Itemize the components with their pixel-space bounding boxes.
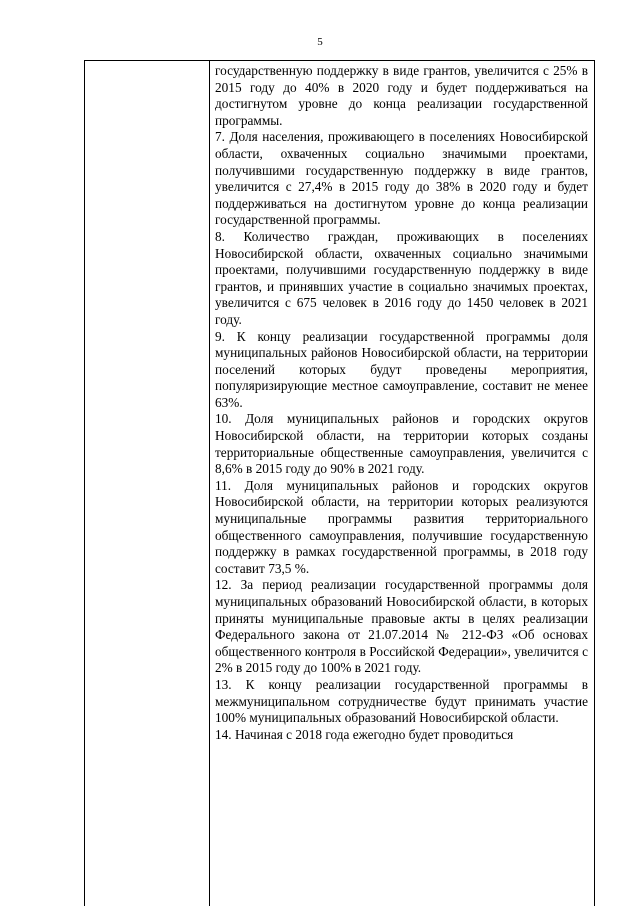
- paragraph-12: 12. За период реализации государственной программы доля муниципальных образований Новосибирской области, в которых приняты муниципальные правовые акты в целях реализации Федерального закона от 21.07.2014 № 212-ФЗ «Об основах общественного контроля в Российской Федерации», увеличится с 2% в 2015 году до 100% в 2021 году.: [215, 577, 588, 676]
- paragraph-7: 7. Доля населения, проживающего в поселениях Новосибирской области, охваченных социально значимыми проектами, получившими государственную поддержку в виде грантов, увеличится с 27,4% в 2015 году до 38% в 2020 году и будет поддерживаться на достигнутом уровне до конца реализации государственной программы.: [215, 129, 588, 228]
- paragraph-9: 9. К концу реализации государственной программы доля муниципальных районов Новосибирской области, на территории поселений которых будут проведены мероприятия, популяризирующие местное самоуправление, составит не менее 63%.: [215, 328, 588, 410]
- table-right-column: [215, 63, 588, 743]
- page-number: 5: [317, 36, 323, 48]
- paragraph-11: 11. Доля муниципальных районов и городских округов Новосибирской области, на территории которых реализуются муниципальные программы развития территориального общественного самоуправления, получившие государственную поддержку в рамках государственной программы, в 2018 году составит 73,5 %.: [215, 477, 588, 576]
- paragraph-13: 13. К концу реализации государственной программы в межмуниципальном сотрудничестве будут принимать участие 100% муниципальных образований Новосибирской области.: [215, 676, 588, 726]
- paragraph-10: 10. Доля муниципальных районов и городских округов Новосибирской области, на территории которых созданы территориальные общественные самоуправления, увеличится с 8,6% в 2015 году до 90% в 2021 году.: [215, 411, 588, 477]
- paragraph-continuation: государственную поддержку в виде грантов, увеличится с 25% в 2015 году до 40% в 2020 году и будет поддерживаться на достигнутом уровне до конца реализации государственной программы.: [215, 63, 588, 128]
- document-table: [84, 60, 595, 906]
- paragraph-8: 8. Количество граждан, проживающих в поселениях Новосибирской области, охваченных социально значимыми проектами, получившими государственную поддержку в виде грантов, и принявших участие в социально значимых проектах, увеличится с 675 человек в 2016 году до 1450 человек в 2021 году.: [215, 228, 588, 327]
- paragraph-14: 14. Начиная с 2018 года ежегодно будет проводиться: [215, 726, 514, 742]
- table-left-column: [85, 61, 210, 906]
